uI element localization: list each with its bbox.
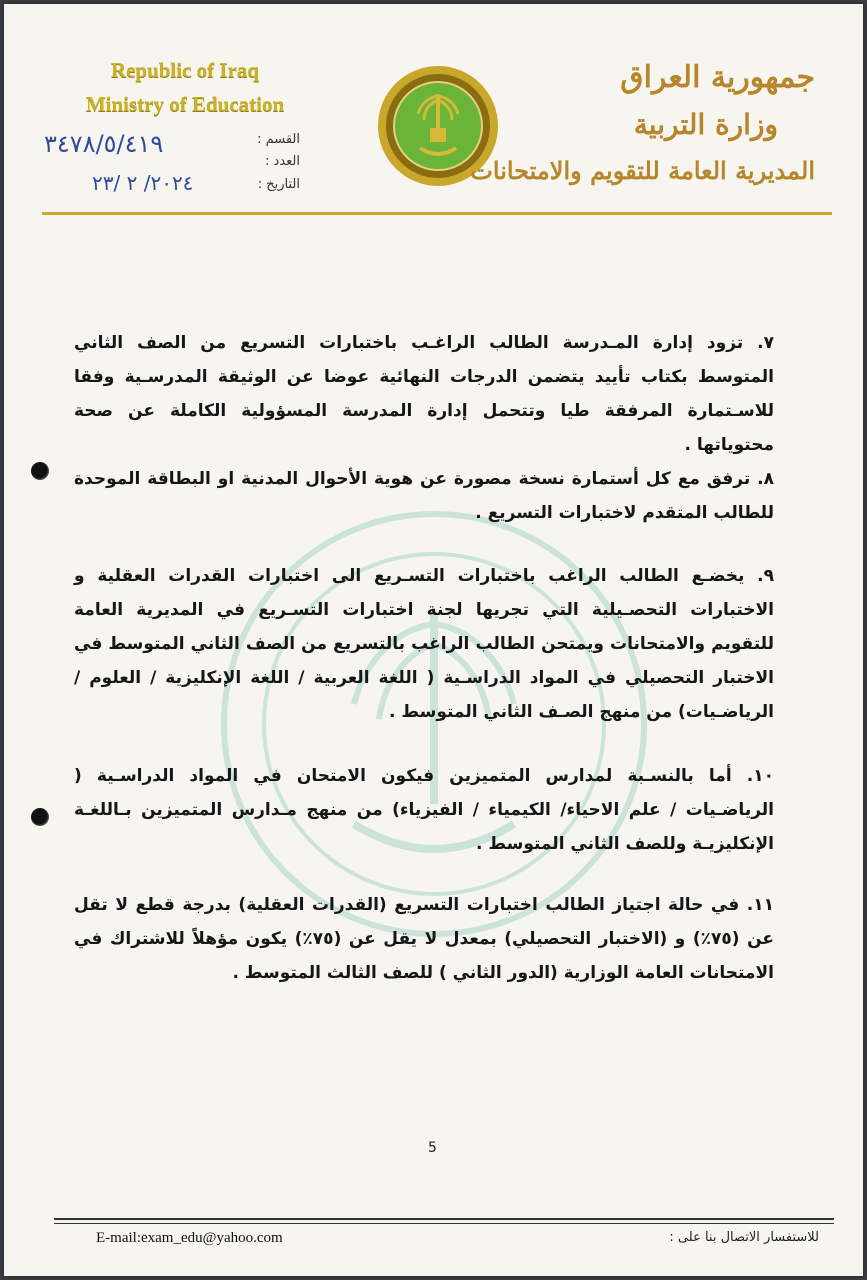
header-english-ministry: Ministry of Education bbox=[85, 92, 285, 116]
paragraph-item-9: ٩. يخضـع الطالب الراغب باختبارات التسـريع الى اختبارات القدرات العقلية و الاختبارات التحصـيلية التي تجريها لجنة اختبارات التسـريع في المديرية العامة للتقويم والامتحانات ويمتحن الطالب الراغب بالتسريع من الصف الثاني المتوسط في الاختبار التحصيلي في المواد الدراسـية ( اللغة العربية / اللغة الإنكليزية / العلوم / الرياضـيات) من منهج الصـف الثاني المتوسط . bbox=[74, 566, 774, 722]
paragraph-item-10: ١٠. أما بالنسـبة لمدارس المتميزين فيكون الامتحان في المواد الدراسـية ( الرياضـيات / علم الاحياء/ الكيمياء / الفيزياء) من منهج مـدارس المتميزين بـاللغـة الإنكليزيـة وللصف الثاني المتوسط . bbox=[74, 766, 774, 854]
handwritten-date: ٢٠٢٤/ ٢ /٢٣ bbox=[92, 171, 194, 195]
footer-divider bbox=[54, 1218, 834, 1220]
label-section: القسم : bbox=[257, 132, 300, 147]
punch-hole bbox=[31, 462, 49, 480]
footer-divider-thin bbox=[54, 1223, 834, 1224]
punch-hole bbox=[31, 808, 49, 826]
footer-contact-label: للاستفسار الاتصال بنا على : bbox=[669, 1230, 819, 1245]
header-arabic-country: جمهورية العراق bbox=[620, 60, 815, 95]
header-arabic-directorate: المديرية العامة للتقويم والامتحانات bbox=[470, 156, 815, 185]
paragraph-item-7: ٧. تزود إدارة المـدرسة الطالب الراغـب باختبارات التسريع من الصف الثاني المتوسط بكتاب تأييد يتضمن الدرجات النهائية عوضا عن الوثيقة المدرسـية وفقا للاسـتمارة المرفقة طيا وتتحمل إدارة المدرسة المسؤولية الكاملة عن صحة محتوياتها . bbox=[74, 333, 774, 455]
header-divider bbox=[42, 212, 832, 215]
label-number: العدد : bbox=[265, 154, 300, 169]
page-number: 5 bbox=[428, 1140, 437, 1156]
document-page bbox=[4, 4, 863, 1276]
footer-email[interactable]: E-mail:exam_edu@yahoo.com bbox=[96, 1230, 283, 1246]
label-date: التاريخ : bbox=[257, 177, 300, 192]
paragraph-item-11: ١١. في حالة اجتياز الطالب اختبارات التسريع (القدرات العقلية) بدرجة قطع لا تقل عن (٧٥٪) و (الاختبار التحصيلي) بمعدل لا يقل عن (٧٥٪) يكون مؤهلاً للاشتراك في الامتحانات العامة الوزارية (الدور الثاني ) للصف الثالث المتوسط . bbox=[74, 895, 774, 983]
handwritten-number: ٣٤٧٨/٥/٤١٩ bbox=[44, 130, 164, 158]
header-arabic-ministry: وزارة التربية bbox=[633, 108, 778, 141]
header-english-country: Republic of Iraq bbox=[110, 58, 260, 82]
paragraph-item-8: ٨. ترفق مع كل أستمارة نسخة مصورة عن هوية الأحوال المدنية او البطاقة الموحدة للطالب المتقدم لاختبارات التسريع . bbox=[74, 469, 774, 523]
